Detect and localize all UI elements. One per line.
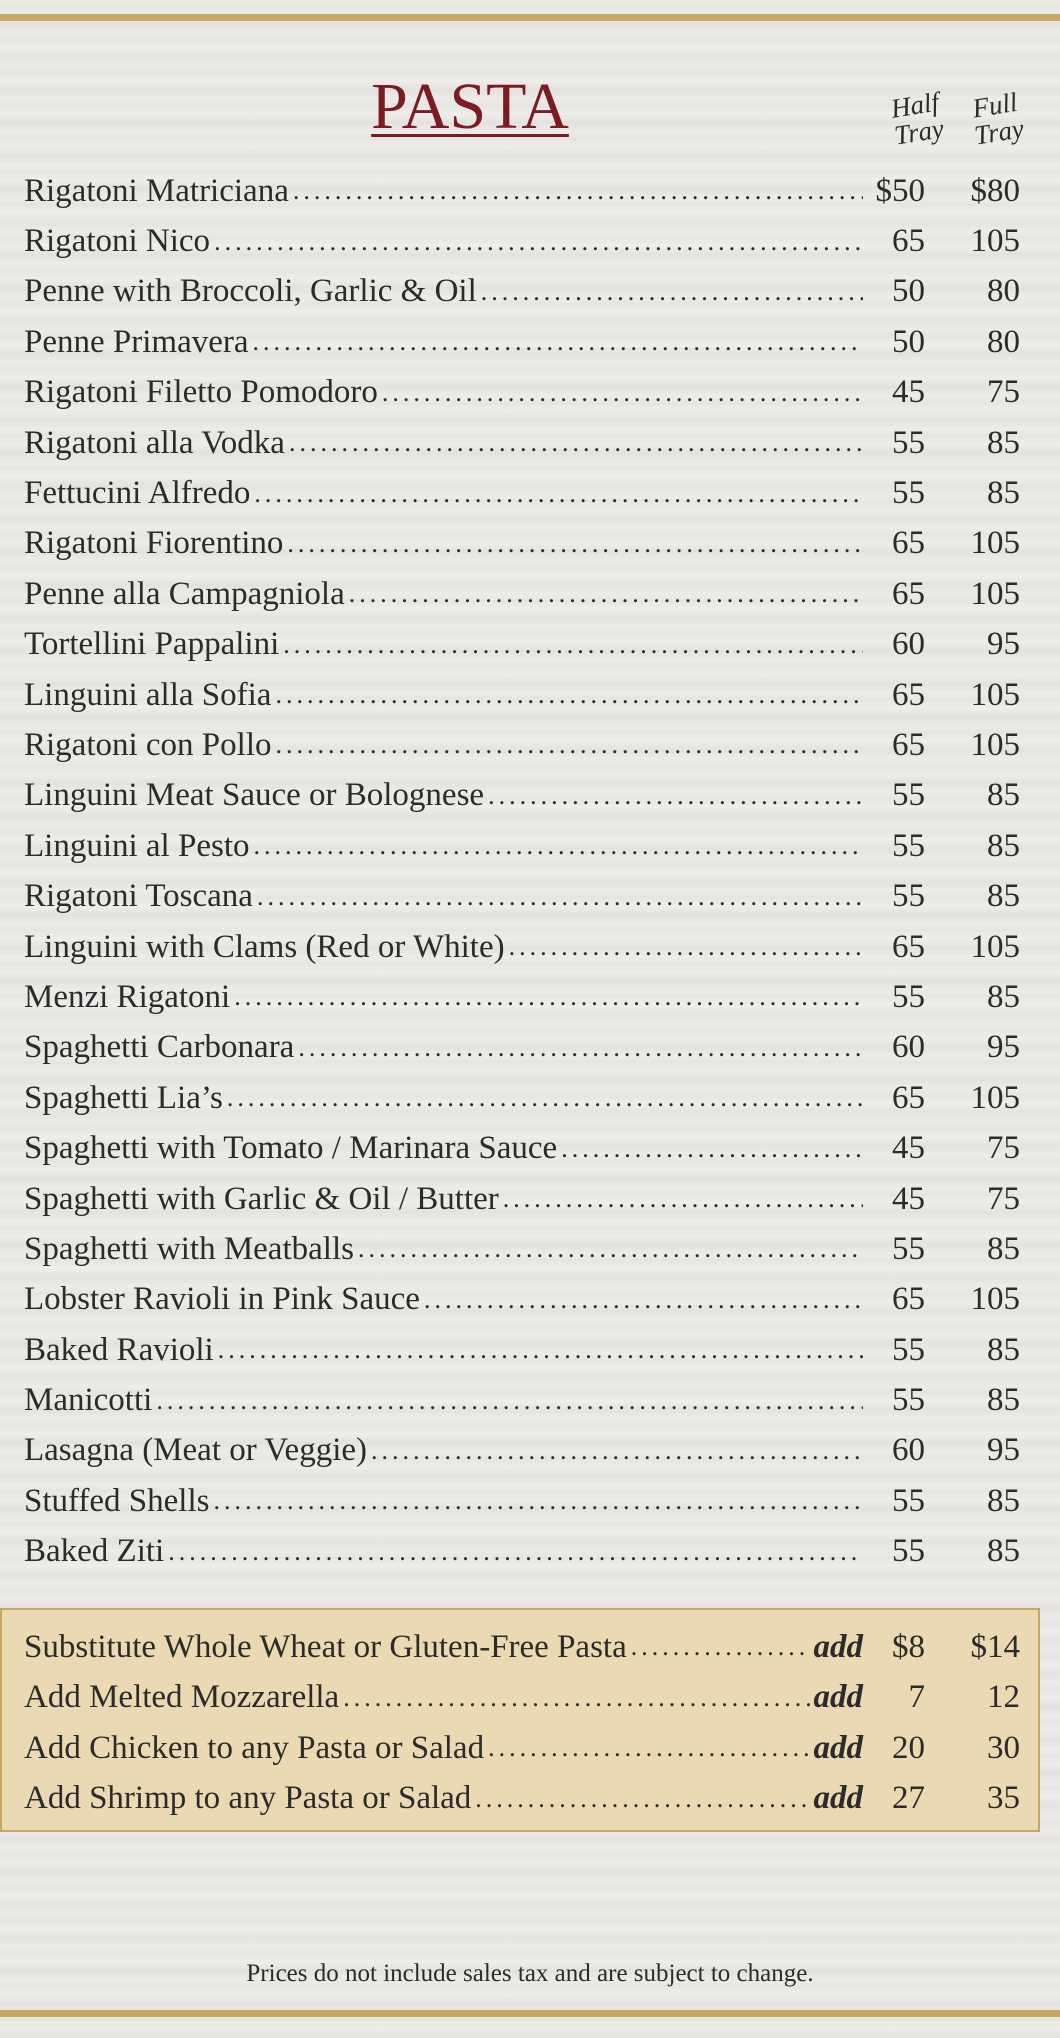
menu-item-name: Spaghetti with Tomato / Marinara Sauce bbox=[24, 1130, 558, 1167]
half-header-line1: Half bbox=[888, 86, 941, 124]
menu-item-name: Linguini alla Sofia bbox=[24, 676, 272, 713]
dot-leader bbox=[298, 1035, 863, 1061]
menu-item-row bbox=[24, 1426, 1020, 1476]
dot-leader bbox=[488, 783, 863, 809]
full-tray-price: 85 bbox=[987, 1482, 1020, 1519]
menu-item-name: Spaghetti with Meatballs bbox=[24, 1230, 354, 1267]
half-tray-price: 65 bbox=[892, 928, 925, 965]
menu-item-name: Rigatoni Fiorentino bbox=[24, 525, 284, 562]
half-tray-price: 45 bbox=[892, 1130, 925, 1167]
menu-item-row bbox=[24, 871, 1020, 921]
addon-add-label: add bbox=[813, 1729, 863, 1766]
half-tray-price: 50 bbox=[892, 323, 925, 360]
menu-item-name: Penne Primavera bbox=[24, 323, 249, 360]
dot-leader bbox=[214, 229, 863, 255]
menu-item-row bbox=[24, 216, 1020, 266]
menu-item-name: Menzi Rigatoni bbox=[24, 978, 231, 1015]
half-tray-price: $50 bbox=[875, 172, 925, 209]
half-tray-price: 65 bbox=[892, 223, 925, 260]
dot-leader bbox=[257, 884, 863, 910]
menu-item-row bbox=[24, 1023, 1020, 1073]
addon-name: Add Melted Mozzarella bbox=[24, 1679, 340, 1716]
full-tray-price: 105 bbox=[970, 1079, 1020, 1116]
dot-leader bbox=[283, 632, 863, 658]
menu-item-name: Lobster Ravioli in Pink Sauce bbox=[24, 1281, 420, 1318]
menu-item-row bbox=[24, 1123, 1020, 1173]
menu-item-row bbox=[24, 620, 1020, 670]
full-tray-price: 95 bbox=[987, 1029, 1020, 1066]
full-tray-price: 105 bbox=[970, 726, 1020, 763]
full-tray-price: 75 bbox=[987, 1180, 1020, 1217]
full-tray-price: 80 bbox=[987, 323, 1020, 360]
half-tray-price: 65 bbox=[892, 525, 925, 562]
half-tray-price: 65 bbox=[892, 676, 925, 713]
menu-item-row bbox=[24, 1325, 1020, 1375]
full-tray-price: 105 bbox=[970, 1281, 1020, 1318]
dot-leader bbox=[218, 1337, 863, 1363]
half-tray-price: 55 bbox=[892, 777, 925, 814]
addon-row bbox=[24, 1622, 1020, 1673]
full-tray-price: 85 bbox=[987, 1533, 1020, 1570]
half-tray-price: 55 bbox=[892, 424, 925, 461]
addon-row bbox=[24, 1673, 1020, 1724]
half-tray-price: 65 bbox=[892, 726, 925, 763]
dot-leader bbox=[168, 1539, 863, 1565]
dot-leader bbox=[343, 1685, 809, 1711]
half-tray-price: 55 bbox=[892, 1482, 925, 1519]
dot-leader bbox=[481, 279, 863, 305]
menu-item-row bbox=[24, 368, 1020, 418]
half-tray-price: 65 bbox=[892, 1281, 925, 1318]
full-header-line1: Full bbox=[970, 86, 1020, 124]
half-tray-price: 65 bbox=[892, 1079, 925, 1116]
addon-half-price: 7 bbox=[908, 1679, 925, 1716]
dot-leader bbox=[509, 934, 863, 960]
half-tray-price: 55 bbox=[892, 1382, 925, 1419]
dot-leader bbox=[254, 833, 864, 859]
full-header-line2: Tray bbox=[972, 113, 1026, 151]
full-tray-price: 85 bbox=[987, 827, 1020, 864]
full-tray-price: 105 bbox=[970, 575, 1020, 612]
addon-row bbox=[24, 1723, 1020, 1774]
full-tray-price: 80 bbox=[987, 273, 1020, 310]
menu-item-name: Rigatoni con Pollo bbox=[24, 726, 272, 763]
half-tray-price: 60 bbox=[892, 626, 925, 663]
half-tray-price: 55 bbox=[892, 878, 925, 915]
addon-name: Add Chicken to any Pasta or Salad bbox=[24, 1729, 485, 1766]
full-tray-price: 95 bbox=[987, 626, 1020, 663]
dot-leader bbox=[631, 1634, 810, 1660]
dot-leader bbox=[382, 380, 863, 406]
dot-leader bbox=[503, 1186, 863, 1212]
menu-item-row bbox=[24, 166, 1020, 216]
full-tray-price: 85 bbox=[987, 1230, 1020, 1267]
addon-full-price: 35 bbox=[987, 1780, 1020, 1817]
dot-leader bbox=[371, 1438, 863, 1464]
dot-leader bbox=[276, 732, 864, 758]
menu-item-name: Spaghetti Carbonara bbox=[24, 1029, 295, 1066]
menu-item-row bbox=[24, 519, 1020, 569]
menu-item-name: Spaghetti Lia’s bbox=[24, 1079, 223, 1116]
dot-leader bbox=[234, 984, 863, 1010]
menu-item-name: Penne with Broccoli, Garlic & Oil bbox=[24, 273, 477, 310]
full-tray-price: 75 bbox=[987, 374, 1020, 411]
menu-item-name: Linguini Meat Sauce or Bolognese bbox=[24, 777, 485, 814]
addon-half-price: 27 bbox=[892, 1780, 925, 1817]
addon-half-price: $8 bbox=[892, 1628, 925, 1665]
half-tray-price: 45 bbox=[892, 1180, 925, 1217]
dot-leader bbox=[253, 329, 863, 355]
menu-item-name: Baked Ravioli bbox=[24, 1331, 214, 1368]
menu-item-row bbox=[24, 670, 1020, 720]
menu-item-row bbox=[24, 1275, 1020, 1325]
half-tray-price: 60 bbox=[892, 1432, 925, 1469]
price-disclaimer: Prices do not include sales tax and are subject to change. bbox=[246, 1960, 814, 1987]
half-tray-price: 55 bbox=[892, 827, 925, 864]
dot-leader bbox=[424, 1287, 863, 1313]
menu-item-name: Rigatoni Nico bbox=[24, 223, 211, 260]
dot-leader bbox=[254, 481, 863, 507]
addon-full-price: $14 bbox=[970, 1628, 1020, 1665]
dot-leader bbox=[293, 178, 863, 204]
menu-item-name: Manicotti bbox=[24, 1382, 153, 1419]
full-tray-price: 85 bbox=[987, 1382, 1020, 1419]
half-tray-price: 55 bbox=[892, 475, 925, 512]
menu-item-row bbox=[24, 1476, 1020, 1526]
menu-item-row bbox=[24, 1174, 1020, 1224]
addon-full-price: 12 bbox=[987, 1679, 1020, 1716]
menu-item-name: Linguini al Pesto bbox=[24, 827, 250, 864]
menu-item-row bbox=[24, 317, 1020, 367]
menu-item-row bbox=[24, 267, 1020, 317]
addon-row bbox=[24, 1774, 1020, 1825]
menu-item-name: Rigatoni alla Vodka bbox=[24, 424, 285, 461]
half-header-line2: Tray bbox=[892, 113, 946, 151]
dot-leader bbox=[289, 430, 863, 456]
full-tray-price: 85 bbox=[987, 978, 1020, 1015]
full-tray-price: 85 bbox=[987, 777, 1020, 814]
addon-name: Substitute Whole Wheat or Gluten-Free Pasta bbox=[24, 1628, 627, 1665]
full-tray-price: 105 bbox=[970, 928, 1020, 965]
half-tray-price: 45 bbox=[892, 374, 925, 411]
dot-leader bbox=[358, 1236, 863, 1262]
addon-half-price: 20 bbox=[892, 1729, 925, 1766]
menu-item-name: Penne alla Campagniola bbox=[24, 575, 345, 612]
menu-item-name: Baked Ziti bbox=[24, 1533, 165, 1570]
half-tray-price: 50 bbox=[892, 273, 925, 310]
half-tray-price: 55 bbox=[892, 1230, 925, 1267]
addons-list bbox=[24, 1622, 1020, 1824]
dot-leader bbox=[275, 682, 863, 708]
full-tray-price: 95 bbox=[987, 1432, 1020, 1469]
menu-item-row bbox=[24, 720, 1020, 770]
half-tray-price: 60 bbox=[892, 1029, 925, 1066]
half-tray-price: 55 bbox=[892, 1533, 925, 1570]
full-tray-price: 75 bbox=[987, 1130, 1020, 1167]
page-title: PASTA bbox=[371, 70, 569, 143]
full-tray-price: 105 bbox=[970, 223, 1020, 260]
dot-leader bbox=[213, 1488, 863, 1514]
full-tray-price: 85 bbox=[987, 424, 1020, 461]
menu-item-row bbox=[24, 569, 1020, 619]
menu-item-name: Fettucini Alfredo bbox=[24, 475, 251, 512]
full-tray-price: 105 bbox=[970, 525, 1020, 562]
full-tray-price: $80 bbox=[970, 172, 1020, 209]
half-tray-price: 65 bbox=[892, 575, 925, 612]
menu-item-name: Stuffed Shells bbox=[24, 1482, 210, 1519]
menu-item-row bbox=[24, 972, 1020, 1022]
addons-box bbox=[0, 1608, 1040, 1832]
dot-leader bbox=[287, 531, 863, 557]
menu-item-row bbox=[24, 418, 1020, 468]
menu-item-row bbox=[24, 1375, 1020, 1425]
menu-item-row bbox=[24, 468, 1020, 518]
half-tray-header bbox=[878, 87, 956, 151]
menu-item-name: Spaghetti with Garlic & Oil / Butter bbox=[24, 1180, 499, 1217]
menu-item-name: Rigatoni Toscana bbox=[24, 878, 253, 915]
menu-item-row bbox=[24, 1527, 1020, 1577]
pasta-menu-list bbox=[24, 166, 1020, 1577]
menu-item-row bbox=[24, 1224, 1020, 1274]
menu-item-row bbox=[24, 771, 1020, 821]
full-tray-price: 105 bbox=[970, 676, 1020, 713]
bottom-border-rule bbox=[0, 2010, 1060, 2017]
dot-leader bbox=[227, 1085, 863, 1111]
top-border-rule bbox=[0, 14, 1060, 21]
full-tray-price: 85 bbox=[987, 1331, 1020, 1368]
dot-leader bbox=[156, 1388, 863, 1414]
dot-leader bbox=[475, 1786, 809, 1812]
menu-item-row bbox=[24, 1073, 1020, 1123]
full-tray-header bbox=[958, 87, 1036, 151]
menu-item-row bbox=[24, 821, 1020, 871]
dot-leader bbox=[488, 1735, 809, 1761]
menu-item-name: Lasagna (Meat or Veggie) bbox=[24, 1432, 368, 1469]
addon-add-label: add bbox=[813, 1679, 863, 1716]
addon-full-price: 30 bbox=[987, 1729, 1020, 1766]
half-tray-price: 55 bbox=[892, 978, 925, 1015]
menu-item-name: Tortellini Pappalini bbox=[24, 626, 280, 663]
addon-name: Add Shrimp to any Pasta or Salad bbox=[24, 1780, 472, 1817]
menu-item-name: Linguini with Clams (Red or White) bbox=[24, 928, 505, 965]
full-tray-price: 85 bbox=[987, 878, 1020, 915]
menu-item-name: Rigatoni Filetto Pomodoro bbox=[24, 374, 378, 411]
full-tray-price: 85 bbox=[987, 475, 1020, 512]
addon-add-label: add bbox=[813, 1780, 863, 1817]
menu-item-name: Rigatoni Matriciana bbox=[24, 172, 289, 209]
dot-leader bbox=[349, 581, 863, 607]
addon-add-label: add bbox=[813, 1628, 863, 1665]
half-tray-price: 55 bbox=[892, 1331, 925, 1368]
menu-item-row bbox=[24, 922, 1020, 972]
dot-leader bbox=[561, 1136, 863, 1162]
